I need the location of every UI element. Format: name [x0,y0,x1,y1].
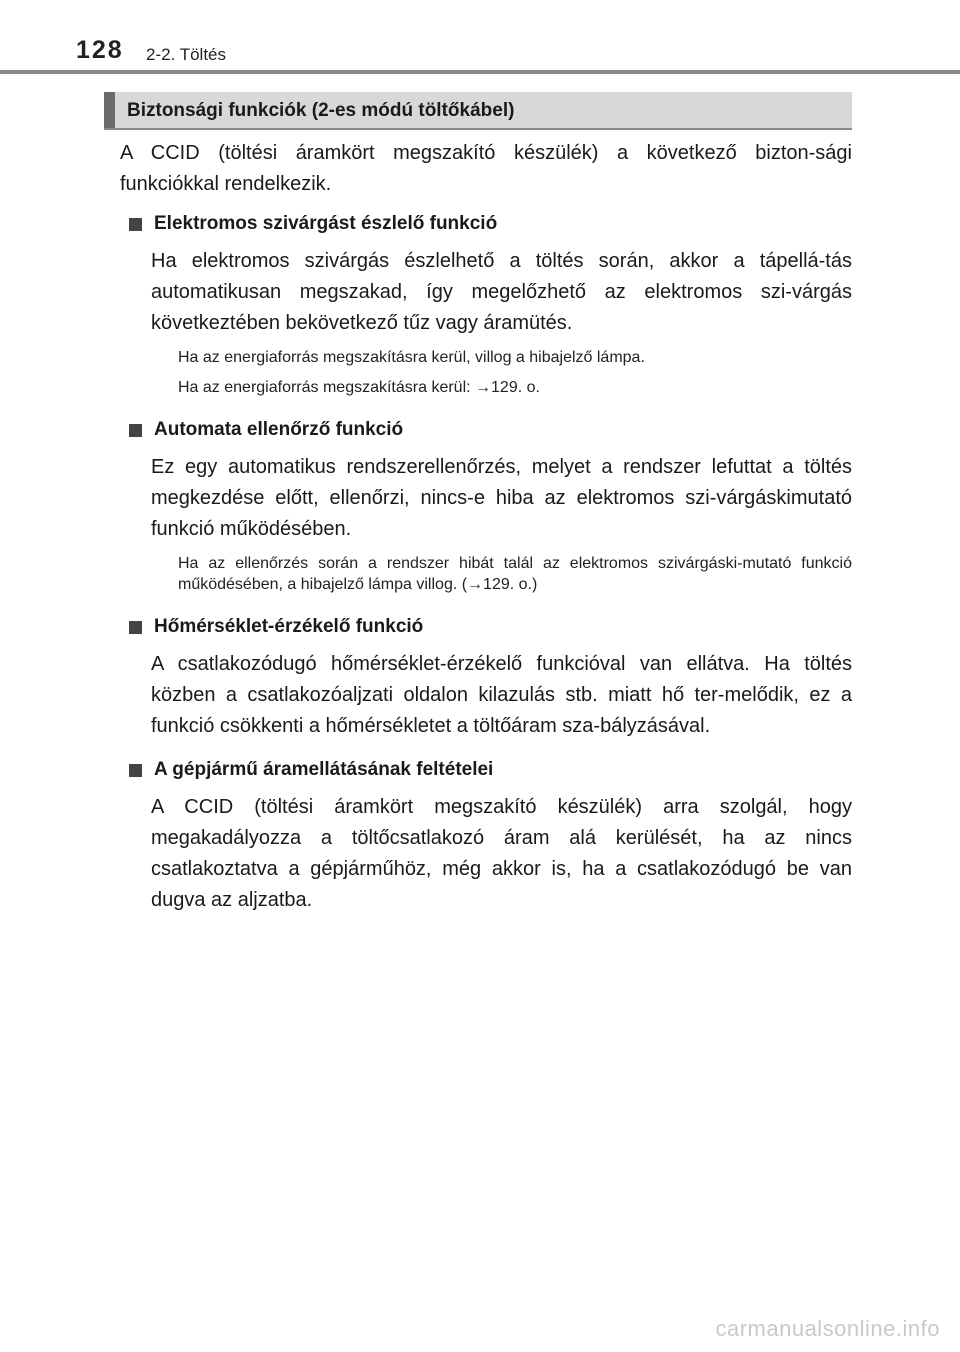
subsection-power-conditions [120,756,852,916]
section-heading-bar [104,92,115,128]
intro-paragraph: A CCID (töltési áramkört megszakító készülék) a következő bizton-sági funkciókkal rendelkezik. [120,142,852,195]
subsection-body: A csatlakozódugó hőmérséklet-érzékelő funkcióval van ellátva. Ha töltés közben a csatlakozóaljzati oldalon kilazulás stb. miatt hő ter-melődik, ez a funkció csökkenti a hőmérsékletet a töltőáram sza-bályzásával. [151,653,852,737]
subsection-heading-text: A gépjármű áramellátásának feltételei [154,759,494,780]
subsection-heading [120,210,852,238]
subsection-auto-check [120,416,852,595]
subsection-heading [120,756,852,784]
subsection-heading-text: Automata ellenőrző funkció [154,419,404,440]
square-bullet-icon [129,621,142,634]
page-number: 128 [76,36,124,64]
square-bullet-icon [129,218,142,231]
subsection-body: A CCID (töltési áramkört megszakító készülék) arra szolgál, hogy megakadályozza a töltőcsatlakozó áram alá kerülését, ha az nincs csatlakoztatva a gépjárműhöz, még akkor is, ha a csatlakozódugó be van dugva az aljzatba. [151,796,852,911]
subsection-heading-text: Hőmérséklet-érzékelő funkció [154,616,424,637]
subsection-note: Ha az ellenőrzés során a rendszer hibát talál az elektromos szivárgáski-mutató funkció működésében, a hibajelző lámpa villog. (→129. o.) [178,555,852,593]
square-bullet-icon [129,764,142,777]
subsection-note: Ha az energiaforrás megszakításra kerül: →129. o. [178,379,540,396]
header-rule [0,70,960,74]
subsection-heading-text: Elektromos szivárgást észlelő funkció [154,213,498,234]
subsection-body: Ha elektromos szivárgás észlelhető a töltés során, akkor a tápellá-tás automatikusan megszakad, így megelőzhető az elektromos szi-várgás következtében bekövetkező tűz vagy áramütés. [151,250,852,334]
chapter-title: 2-2. Töltés [146,45,227,64]
subsection-body: Ez egy automatikus rendszerellenőrzés, melyet a rendszer lefuttat a töltés megkezdése előtt, ellenőrzi, nincs-e hiba az elektromos szi-várgáskimutató funkció működésében. [151,456,852,540]
section-heading-title: Biztonsági funkciók (2-es módú töltőkábel) [127,100,515,121]
subsection-heading [120,416,852,444]
watermark: carmanualsonline.info [715,1316,940,1341]
subsection-heading [120,613,852,641]
main-content [120,138,852,924]
subsection-leakage [120,210,852,398]
section-heading-box [104,92,852,130]
subsection-note: Ha az energiaforrás megszakításra kerül, villog a hibajelző lámpa. [178,349,645,366]
square-bullet-icon [129,424,142,437]
subsection-temperature [120,613,852,742]
